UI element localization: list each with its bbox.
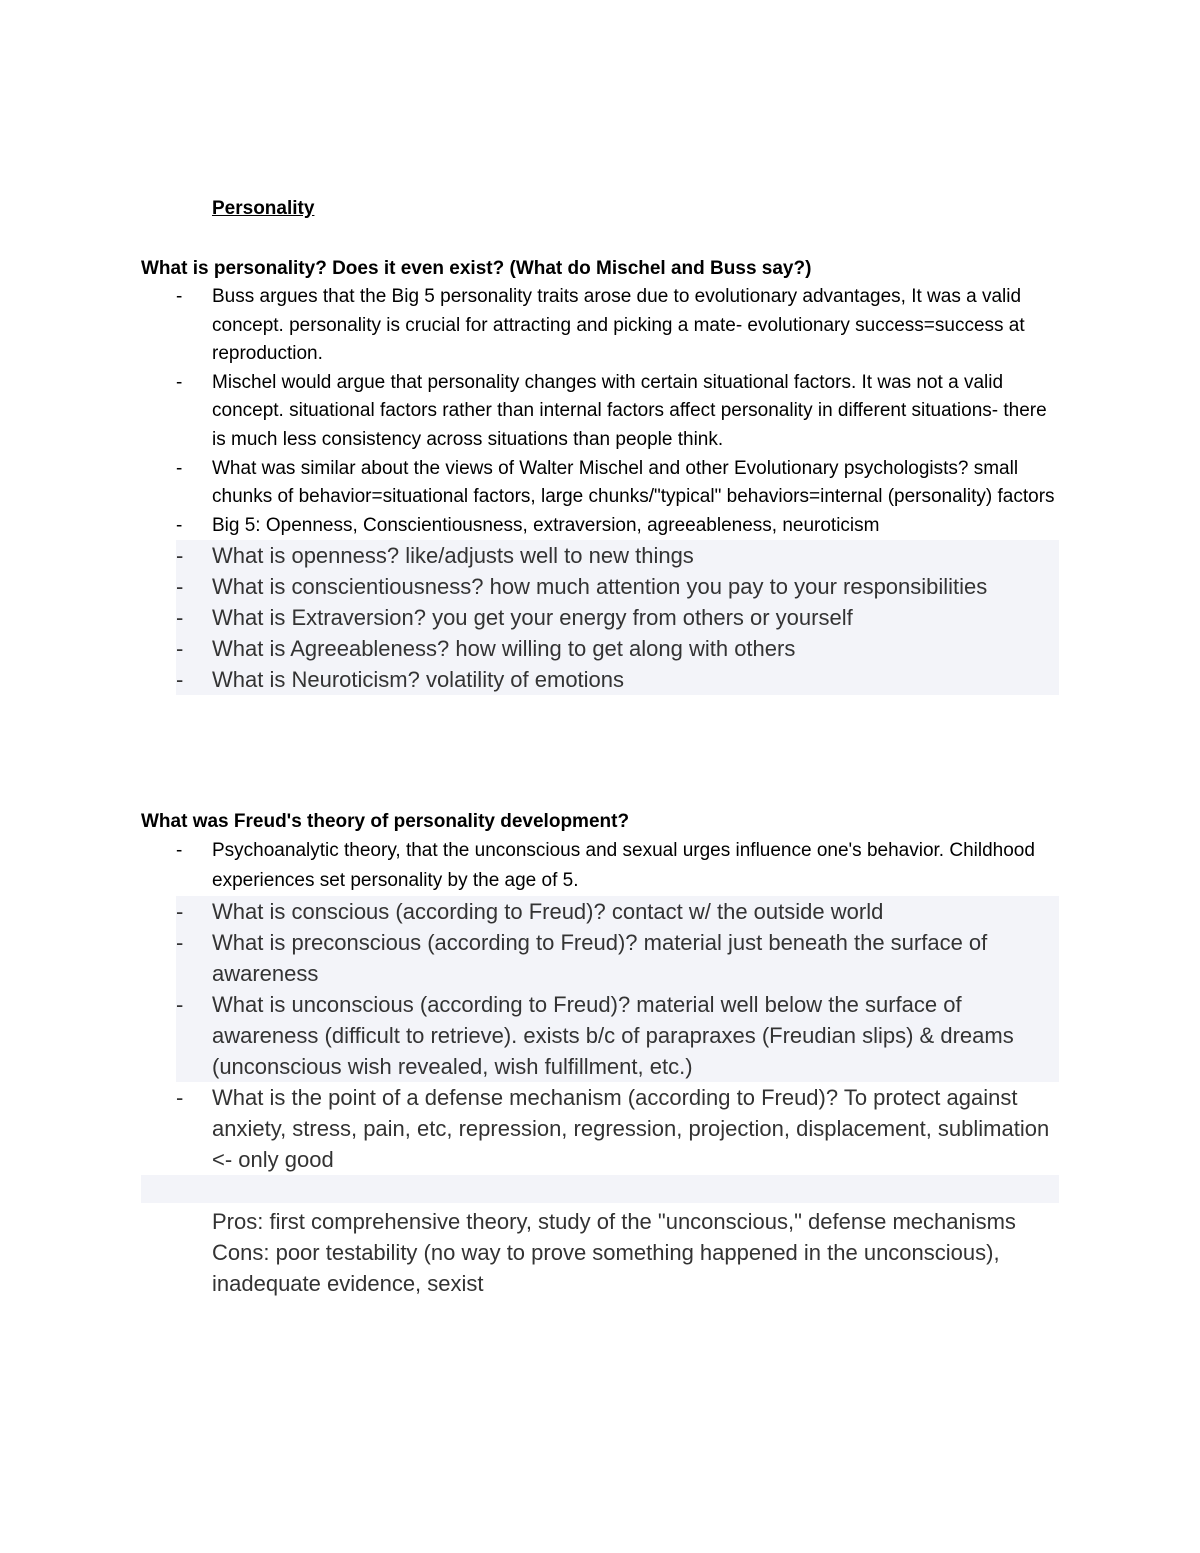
list-item-text: Psychoanalytic theory, that the unconscious and sexual urges influence one's behavior. Childhood experiences set personality by the age of 5. bbox=[212, 840, 1035, 891]
list-item-text: What was similar about the views of Walter Mischel and other Evolutionary psychologists? small chunks of behavior=situational factors, large chunks/"typical" behaviors=internal (personality) factors bbox=[212, 457, 1055, 508]
list-item bbox=[141, 512, 1059, 541]
list-item-text: What is Extraversion? you get your energy from others or yourself bbox=[212, 605, 853, 631]
list-item bbox=[141, 836, 1059, 896]
bullet-list bbox=[141, 836, 1059, 1175]
list-item bbox=[141, 283, 1059, 369]
dash-bullet-icon: - bbox=[176, 930, 184, 955]
dash-bullet-icon: - bbox=[176, 899, 184, 924]
list-item-text: What is openness? like/adjusts well to new things bbox=[212, 543, 694, 569]
list-item-text: Buss argues that the Big 5 personality traits arose due to evolutionary advantages, It was a valid concept. personality is crucial for attracting and picking a mate- evolutionary success=success at reproduction. bbox=[212, 286, 1025, 365]
pros-cons-block bbox=[212, 1206, 1072, 1299]
dash-bullet-icon: - bbox=[176, 636, 184, 662]
list-item-text: What is Neuroticism? volatility of emotions bbox=[212, 667, 625, 693]
list-item-text: Mischel would argue that personality changes with certain situational factors. It was not a valid concept. situational factors rather than internal factors affect personality in different situations- there is much less consistency across situations than people think. bbox=[212, 371, 1047, 450]
dash-bullet-icon: - bbox=[176, 286, 183, 307]
list-item bbox=[176, 664, 1059, 695]
dash-bullet-icon: - bbox=[176, 574, 184, 600]
dash-bullet-icon: - bbox=[176, 457, 183, 479]
section-heading: What is personality? Does it even exist? (What do Mischel and Buss say?) bbox=[141, 258, 812, 279]
list-item bbox=[176, 571, 1059, 602]
list-item-text: What is conscientiousness? how much attention you pay to your responsibilities bbox=[212, 574, 988, 600]
highlight-band bbox=[141, 1175, 1059, 1203]
list-item bbox=[141, 1082, 1059, 1175]
list-item bbox=[141, 369, 1059, 455]
list-item bbox=[176, 602, 1059, 633]
dash-bullet-icon: - bbox=[176, 605, 184, 631]
list-item bbox=[176, 540, 1059, 571]
list-item bbox=[176, 633, 1059, 664]
list-item-text: What is preconscious (according to Freud)? material just beneath the surface of awareness bbox=[212, 930, 988, 986]
pros-text: Pros: first comprehensive theory, study of the "unconscious," defense mechanisms bbox=[212, 1209, 1016, 1234]
list-item-text: What is conscious (according to Freud)? contact w/ the outside world bbox=[212, 899, 884, 924]
dash-bullet-icon: - bbox=[176, 514, 183, 536]
section-heading: What was Freud's theory of personality development? bbox=[141, 811, 630, 832]
list-item-text: Big 5: Openness, Conscientiousness, extraversion, agreeableness, neuroticism bbox=[212, 514, 880, 536]
list-item bbox=[176, 927, 1059, 989]
page-title: Personality bbox=[212, 198, 315, 219]
section-freud-theory bbox=[141, 808, 1059, 1175]
list-item bbox=[176, 896, 1059, 927]
dash-bullet-icon: - bbox=[176, 371, 183, 393]
list-item-text: What is the point of a defense mechanism (according to Freud)? To protect against anxiety, stress, pain, etc, repression, regression, projection, displacement, sublimation <- only good bbox=[212, 1085, 1050, 1172]
section-personality-existence bbox=[141, 255, 1059, 695]
bullet-list bbox=[141, 283, 1059, 695]
cons-text: Cons: poor testability (no way to prove something happened in the unconscious), inadequate evidence, sexist bbox=[212, 1240, 1000, 1296]
list-item-text: What is unconscious (according to Freud)? material well below the surface of awareness (difficult to retrieve). exists b/c of parapraxes (Freudian slips) & dreams (unconscious wish revealed, wish fulfillment, etc.) bbox=[212, 992, 1014, 1079]
dash-bullet-icon: - bbox=[176, 840, 183, 861]
list-item bbox=[176, 989, 1059, 1082]
dash-bullet-icon: - bbox=[176, 543, 184, 569]
list-item bbox=[141, 455, 1059, 512]
dash-bullet-icon: - bbox=[176, 667, 184, 693]
dash-bullet-icon: - bbox=[176, 992, 184, 1017]
list-item-text: What is Agreeableness? how willing to get along with others bbox=[212, 636, 796, 662]
dash-bullet-icon: - bbox=[176, 1085, 184, 1110]
